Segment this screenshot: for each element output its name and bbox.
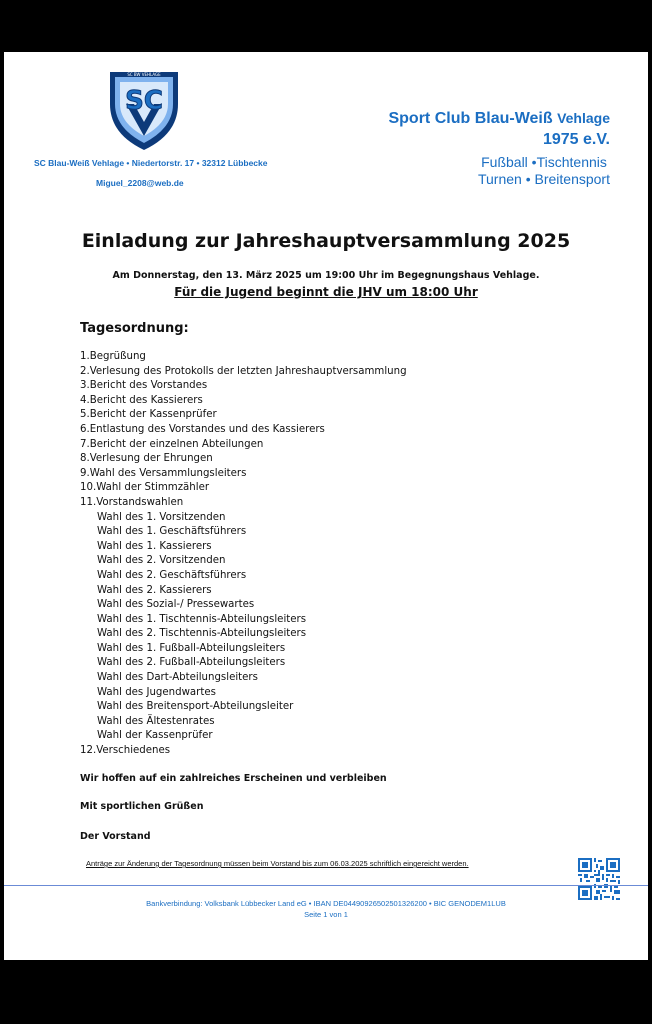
svg-text:SC: SC bbox=[125, 86, 163, 116]
agenda-subitem: Wahl des 2. Tischtennis-Abteilungsleiters bbox=[97, 628, 307, 640]
club-email[interactable]: Miguel_2208@web.de bbox=[96, 178, 184, 188]
footer-divider bbox=[4, 885, 648, 886]
agenda-subitem: Wahl des 1. Tischtennis-Abteilungsleiters bbox=[97, 613, 307, 625]
meeting-date-line: Am Donnerstag, den 13. März 2025 um 19:00 Uhr im Begegnungshaus Vehlage. bbox=[112, 270, 540, 281]
agenda-item: 11.Vorstandswahlen bbox=[80, 496, 184, 508]
agenda-subitem: Wahl des 2. Geschäftsführers bbox=[97, 569, 247, 581]
club-name-main: Sport Club Blau-Weiß bbox=[388, 110, 558, 127]
agenda-item: 7.Bericht der einzelnen Abteilungen bbox=[80, 438, 264, 450]
agenda-item: 5.Bericht der Kassenprüfer bbox=[80, 409, 217, 421]
departments-line-2: Turnen • Breitensport bbox=[477, 171, 610, 187]
agenda-subitem: Wahl des Jugendwartes bbox=[97, 686, 216, 698]
closing-greeting: Mit sportlichen Grüßen bbox=[80, 801, 204, 812]
bank-details: Bankverbindung: Volksbank Lübbecker Land eG • IBAN DE04490926502501326200 • BIC GENODEM1LUB bbox=[146, 899, 506, 908]
agenda-subitem: Wahl des 1. Kassierers bbox=[97, 540, 212, 552]
agenda-list bbox=[80, 350, 407, 759]
agenda-subitem: Wahl der Kassenprüfer bbox=[97, 730, 213, 742]
agenda-item: 2.Verlesung des Protokolls der letzten Jahreshauptversammlung bbox=[80, 365, 407, 377]
agenda-subitem: Wahl des Sozial-/ Pressewartes bbox=[97, 599, 255, 611]
document-page bbox=[4, 52, 648, 960]
agenda-heading: Tagesordnung: bbox=[80, 321, 189, 336]
agenda-item: 6.Entlastung des Vorstandes und des Kassierers bbox=[80, 423, 325, 435]
agenda-item: 1.Begrüßung bbox=[80, 351, 146, 362]
club-name bbox=[388, 110, 610, 128]
agenda-item: 3.Bericht des Vorstandes bbox=[80, 380, 208, 392]
youth-note: Für die Jugend beginnt die JHV um 18:00 Uhr bbox=[174, 285, 478, 299]
agenda-subitem: Wahl des 1. Vorsitzenden bbox=[97, 511, 226, 523]
agenda-subitem: Wahl des Ältestenrates bbox=[97, 715, 215, 727]
footer-note: Anträge zur Änderung der Tagesordnung müssen beim Vorstand bis zum 06.03.2025 schriftlich eingereicht werden. bbox=[86, 859, 469, 868]
club-logo bbox=[104, 64, 184, 154]
agenda-subitem: Wahl des Dart-Abteilungsleiters bbox=[97, 672, 258, 684]
club-name-small: Vehlage bbox=[557, 110, 610, 126]
agenda-item: 12.Verschiedenes bbox=[80, 745, 171, 757]
closing-signature: Der Vorstand bbox=[80, 831, 151, 842]
agenda-subitem: Wahl des 1. Geschäftsführers bbox=[97, 526, 247, 538]
agenda-item: 9.Wahl des Versammlungsleiters bbox=[80, 467, 247, 479]
agenda-subitem: Wahl des 2. Vorsitzenden bbox=[97, 555, 226, 567]
page-number: Seite 1 von 1 bbox=[304, 910, 348, 919]
agenda-item: 4.Bericht des Kassierers bbox=[80, 394, 203, 406]
agenda-subitem: Wahl des 2. Fußball-Abteilungsleiters bbox=[97, 657, 286, 669]
document-title: Einladung zur Jahreshauptversammlung 2025 bbox=[81, 230, 571, 252]
qr-code-icon[interactable] bbox=[578, 858, 620, 900]
closing-line-1: Wir hoffen auf ein zahlreiches Erscheinen und verbleiben bbox=[80, 773, 387, 784]
club-address: SC Blau-Weiß Vehlage • Niedertorstr. 17 • 32312 Lübbecke bbox=[34, 158, 268, 168]
departments-line-1: Fußball •Tischtennis bbox=[481, 154, 607, 170]
agenda-item: 10.Wahl der Stimmzähler bbox=[80, 482, 210, 494]
agenda-subitem: Wahl des Breitensport-Abteilungsleiter bbox=[97, 701, 294, 713]
agenda-item: 8.Verlesung der Ehrungen bbox=[80, 453, 213, 465]
club-name-block bbox=[388, 110, 610, 149]
logo-text: SC BW VEHLAGE bbox=[127, 72, 161, 77]
club-departments bbox=[478, 154, 610, 188]
club-year: 1975 e.V. bbox=[542, 131, 610, 148]
agenda-subitem: Wahl des 2. Kassierers bbox=[97, 584, 212, 596]
agenda-subitem: Wahl des 1. Fußball-Abteilungsleiters bbox=[97, 642, 286, 654]
